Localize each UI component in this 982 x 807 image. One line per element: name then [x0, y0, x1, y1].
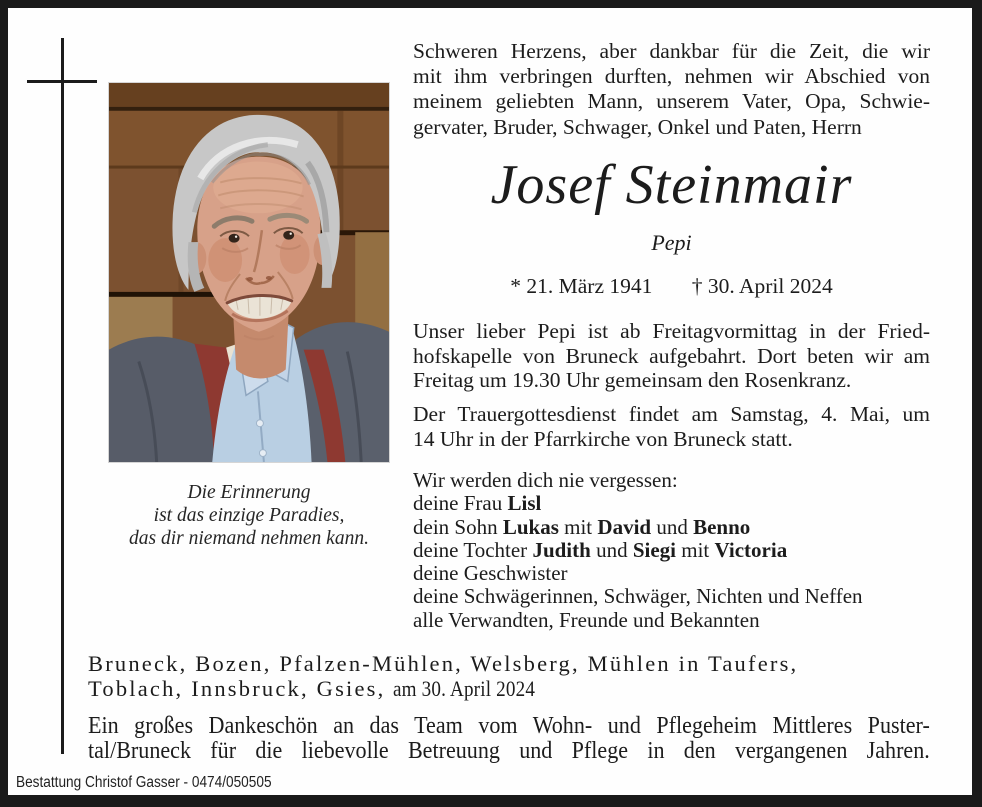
cross-horizontal-bar: [27, 80, 97, 83]
family-line: deine Frau Lisl: [413, 491, 542, 516]
service-paragraph: [413, 402, 930, 451]
cross-vertical-bar: [61, 38, 64, 754]
opening-line: mit ihm verbringen durften, nehmen wir Abschied von: [413, 64, 930, 89]
quote-line: das dir niemand nehmen kann.: [129, 528, 369, 549]
service-line: Der Trauergottesdienst findet am Samstag, 4. Mai, um: [413, 402, 930, 426]
quote-line: ist das einzige Paradies,: [153, 505, 345, 526]
deceased-name: Josef Steinmair: [490, 154, 853, 216]
family-line: alle Verwandten, Freunde und Bekannten: [413, 607, 760, 632]
opening-line: meinem geliebten Mann, unserem Vater, Opa, Schwie-: [413, 89, 930, 114]
wake-line: Unser lieber Pepi ist ab Freitagvormittag in der Fried-: [413, 319, 930, 343]
thanks-line: tal/Bruneck für die liebevolle Betreuung und Pflege in den vergangenen Jahren.: [88, 737, 930, 764]
opening-paragraph: [413, 39, 930, 140]
deceased-nickname: Pepi: [651, 230, 692, 255]
wake-line: hofskapelle von Bruneck aufgebahrt. Dort beten wir am: [413, 343, 930, 368]
quote-line: Die Erinnerung: [187, 482, 311, 503]
family-line: deine Tochter Judith und Siegi mit Victoria: [413, 537, 788, 562]
remembrance-block: [413, 469, 930, 632]
family-line: dein Sohn Lukas mit David und Benno: [413, 514, 751, 539]
opening-line: gervater, Bruder, Schwager, Onkel und Paten, Herrn: [413, 114, 862, 139]
memorial-quote: [49, 481, 449, 550]
wake-paragraph: [413, 319, 930, 393]
birth-date: * 21. März 1941: [510, 274, 653, 298]
service-line: 14 Uhr in der Pfarrkirche von Bruneck statt.: [413, 426, 793, 451]
life-dates: [413, 273, 930, 299]
thanks-paragraph: [88, 714, 930, 763]
thanks-line: Ein großes Dankeschön an das Team vom Wohn- und Pflegeheim Mittleres Puster-: [88, 713, 930, 739]
locations-line: Toblach, Innsbruck, Gsies, am 30. April 2024: [88, 676, 536, 702]
opening-line: Schweren Herzens, aber dankbar für die Zeit, die wir: [413, 39, 930, 63]
locations-line: Bruneck, Bozen, Pfalzen-Mühlen, Welsberg, Mühlen in Taufers,: [88, 651, 799, 676]
family-line: deine Geschwister: [413, 561, 568, 586]
closing-date: am 30. April 2024: [393, 676, 536, 702]
funeral-home-credit: Bestattung Christof Gasser - 0474/050505: [16, 774, 272, 791]
portrait-illustration: [109, 83, 389, 462]
locations-block: [88, 651, 930, 702]
portrait-photo: [108, 82, 390, 463]
family-line: deine Schwägerinnen, Schwäger, Nichten und Neffen: [413, 584, 863, 609]
remembrance-intro: Wir werden dich nie vergessen:: [413, 468, 678, 492]
death-date: † 30. April 2024: [691, 274, 833, 298]
obituary-card: [8, 8, 972, 795]
wake-line: Freitag um 19.30 Uhr gemeinsam den Rosenkranz.: [413, 368, 852, 393]
